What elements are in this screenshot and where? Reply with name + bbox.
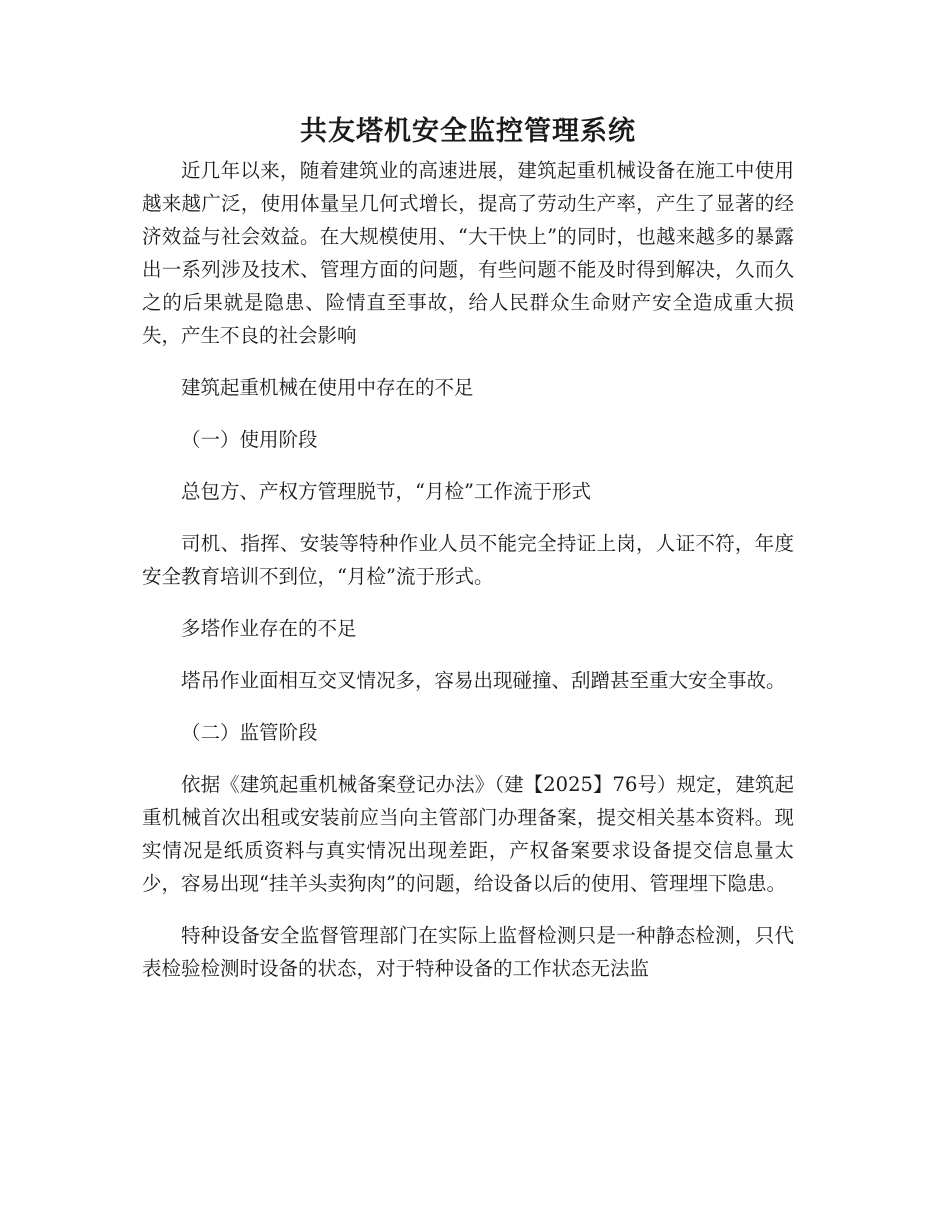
paragraph-intro: 近几年以来，随着建筑业的高速进展，建筑起重机械设备在施工中使用越来越广泛，使用体量呈几何式增长，提高了劳动生产率，产生了显著的经济效益与社会效益。在大规模使用、“大干快上”的同时，也越来越多的暴露出一系列涉及技术、管理方面的问题，有些问题不能及时得到解决，久而久之的后果就是隐患、险情直至事故，给人民群众生命财产安全造成重大损失，产生不良的社会影响 — [142, 159, 794, 347]
paragraph-operators: 司机、指挥、安装等特种作业人员不能完全持证上岗，人证不符，年度安全教育培训不到位，“月检”流于形式。 — [142, 532, 794, 588]
paragraph-collision-risk: 塔吊作业面相互交叉情况多，容易出现碰撞、刮蹭甚至重大安全事故。 — [181, 669, 786, 692]
section-heading-shortcomings: 建筑起重机械在使用中存在的不足 — [181, 376, 474, 399]
subheading-usage-stage: （一）使用阶段 — [181, 428, 318, 451]
paragraph-registration-rules: 依据《建筑起重机械备案登记办法》（建【2025】76号）规定，建筑起重机械首次出租或安装前应当向主管部门办理备案，提交相关基本资料。现实情况是纸质资料与真实情况出现差距，产权备案要求设备提交信息量太少，容易出现“挂羊头卖狗肉”的问题，给设备以后的使用、管理埋下隐患。 — [142, 773, 794, 895]
paragraph-management-gap: 总包方、产权方管理脱节，“月检”工作流于形式 — [181, 480, 591, 503]
paragraph-static-inspection: 特种设备安全监督管理部门在实际上监督检测只是一种静态检测，只代表检验检测时设备的状态，对于特种设备的工作状态无法监 — [142, 924, 794, 980]
paragraph-multi-tower: 多塔作业存在的不足 — [181, 617, 357, 640]
subheading-supervision-stage: （二）监管阶段 — [181, 721, 318, 744]
document-body — [142, 112, 794, 985]
page-title: 共友塔机安全监控管理系统 — [300, 116, 636, 147]
